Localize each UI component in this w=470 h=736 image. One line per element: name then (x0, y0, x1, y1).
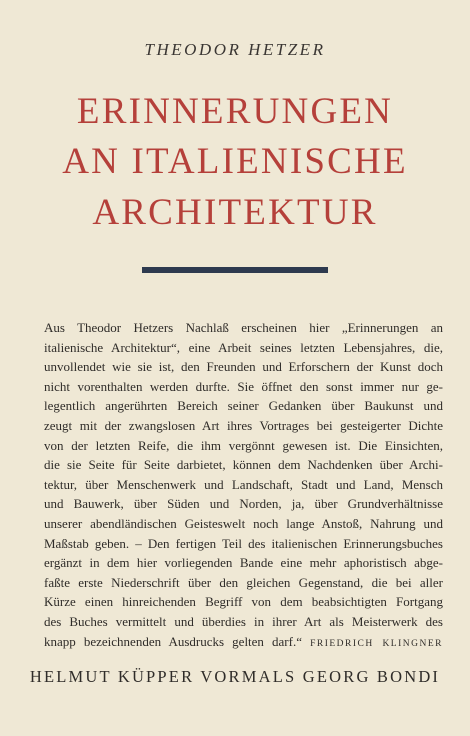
blurb-line: die sie Seite für Seite darbietet, können dem Nachdenken über Archi- (44, 457, 443, 473)
blurb-line: unvollendet wie sie ist, den Freunden und Erforschern der Kunst doch (44, 359, 443, 375)
author-name: THEODOR HETZER (144, 40, 326, 59)
blurb-line: zeugt mit der zwangslosen Art ihres Vortrages bei gesteigerter Dichte (44, 417, 443, 433)
blurb-line: legentlich angerührten Bereich seiner Gedanken über Baukunst und (44, 398, 443, 414)
title-line-3: ARCHITEKTUR (92, 192, 378, 233)
blurb-line: tektur, über Menschenwerk und Landschaft, Stadt und Land, Mensch (44, 476, 443, 492)
blurb-line: Maßstab geben. – Den fertigen Teil des italienischen Erinnerungsbuches (44, 535, 443, 551)
signature: FRIEDRICH KLINGNER (310, 638, 443, 649)
blurb-line: Aus Theodor Hetzers Nachlaß erscheinen hier „Erinnerungen an (44, 320, 443, 335)
blurb-last-line (44, 632, 443, 652)
title-divider (142, 267, 328, 273)
blurb-line: Kürze einen hinreichenden Begriff von dem beabsichtigten Fortgang (44, 594, 443, 610)
blurb-line: knapp bezeichnenden Ausdrucks gelten darf.“ (44, 633, 302, 649)
blurb-line: und Bauwerk, über Süden und Norden, ja, über Grundverhältnisse (44, 496, 443, 512)
title-line-2: AN ITALIENISCHE (62, 141, 408, 182)
blurb-text (44, 318, 443, 651)
blurb-line: italienische Architektur“, eine Arbeit seines letzten Lebensjahres, die, (44, 339, 443, 355)
blurb-line: des Buches vermittelt und überdies in ihrer Art als Meisterwerk des (44, 613, 443, 629)
title-line-1: ERINNERUNGEN (76, 91, 394, 132)
blurb-line: faßte erste Niederschrift über den gleichen Gegenstand, die bei aller (44, 574, 443, 590)
blurb-line: von der letzten Reife, die ihm vergönnt gewesen ist. Die Einsichten, (44, 437, 443, 453)
publisher-name: HELMUT KÜPPER VORMALS GEORG BONDI (29, 667, 441, 686)
blurb-line: ergänzt in dem hier vorliegenden Bande eine mehr aphoristisch abge- (44, 555, 443, 571)
blurb-line: nicht vorenthalten werden durfte. Sie öffnet den sonst immer nur ge- (44, 378, 443, 394)
blurb-line: unserer abendländischen Geisteswelt noch lange Anstoß, Nahrung und (44, 515, 443, 531)
